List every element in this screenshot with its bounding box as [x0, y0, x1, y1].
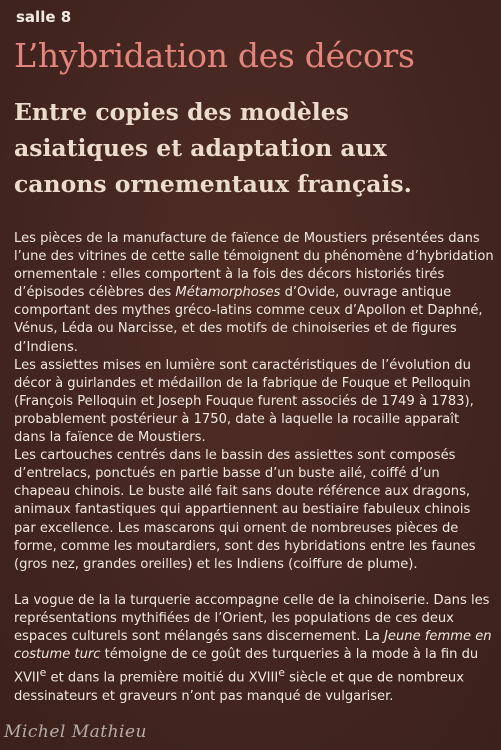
paragraph-1-text-b: d’Ovide, ouvrage antique comportant des mythes gréco-latins comme ceux d’Apollon et Daphné, Vénus, Léda ou Narcisse, et des motifs de chinoiseries et de figures d’Indiens.: [14, 285, 483, 355]
paragraph-4-italic: Jeune femme en costume turc: [14, 628, 492, 663]
panel-subtitle: Entre copies des modèles asiatiques et adaptation aux canons ornementaux français.: [14, 98, 412, 198]
paragraph-1: [14, 230, 494, 357]
paragraph-4-text-a: La vogue de la la turquerie accompagne celle de la chinoiserie. Dans les représentations mythifiées de l’Orient, les populations de ces deux espaces culturels sont mélangés sans discernement. La: [14, 592, 490, 644]
paragraph-1-italic: Métamorphoses: [175, 285, 281, 301]
panel-body: [14, 230, 494, 706]
paragraph-4-text-d: siècle et que de nombreux dessinateurs et graveurs n’ont pas manqué de vulgariser.: [14, 670, 464, 704]
paragraph-4-text-b: témoigne de ce goût des turqueries à la mode à la fin du XVII: [14, 647, 479, 686]
paragraph-2: Les assiettes mises en lumière sont caractéristiques de l’évolution du décor à guirlandes et médaillon de la fabrique de Fouque et Pelloquin (François Pelloquin et Joseph Fouque furent associés de 1749 à 1783), probablement postérieur à 1750, date à laquelle la rocaille apparaît dans la faïence de Moustiers.: [14, 357, 474, 446]
paragraph-1-text-a: Les pièces de la manufacture de faïence de Moustiers présentées dans l’une des vitrines de cette salle témoignent du phénomène d’hybridation ornementale : elles comportent à la fois des décors historiés tirés d’épisodes célèbres des: [14, 231, 494, 301]
panel-title: L’hybridation des décors: [14, 36, 415, 75]
paragraph-4-sup-1: e: [39, 666, 47, 680]
photographer-signature: Michel Mathieu: [4, 722, 147, 742]
paragraph-4: [14, 592, 494, 706]
paragraph-3: Les cartouches centrés dans le bassin des assiettes sont composés d’entrelacs, ponctués en partie basse d’un buste ailé, coiffé d’un chapeau chinois. Le buste ailé fait sans doute référence aux dragons, animaux fantastiques qui appartiennent au bestiaire fabuleux chinois par excellence. Les mascarons qui ornent de nombreuses pièces de forme, comme les moutardiers, sont des hybridations entre les faunes (gros nez, grandes oreilles) et les Indiens (coiffure de plume).: [14, 448, 476, 572]
room-label: salle 8: [16, 8, 72, 26]
paragraph-4-sup-2: e: [278, 666, 285, 680]
paragraph-4-text-c: et dans la première moitié du XVIII: [46, 670, 279, 686]
